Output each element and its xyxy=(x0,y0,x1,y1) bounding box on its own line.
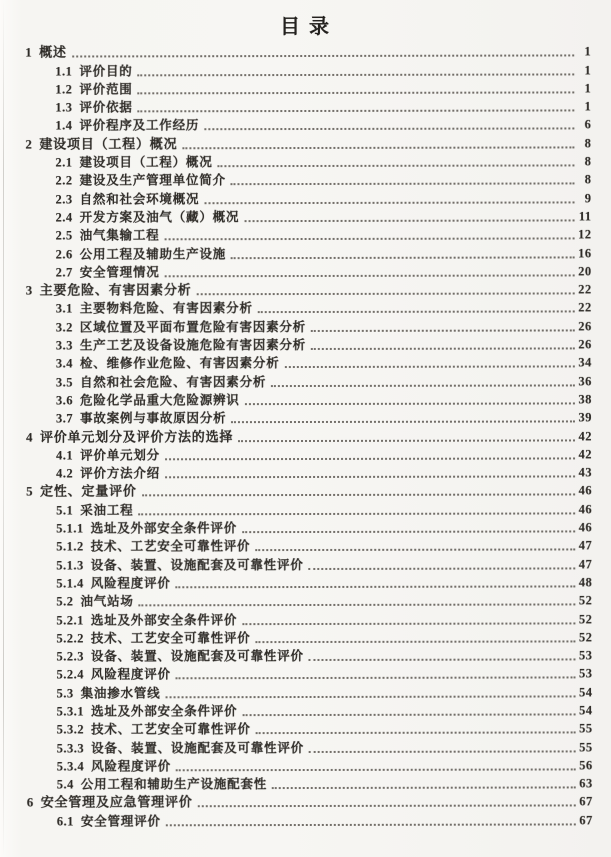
toc-entry-page-number: 1 xyxy=(584,81,592,96)
toc-entry-title: 建设项目（工程）概况 xyxy=(79,155,213,170)
toc-entry xyxy=(0,499,592,519)
toc-entry xyxy=(0,645,592,665)
toc-entry xyxy=(0,481,592,501)
dotted-leader xyxy=(311,329,575,332)
toc-entry-page-number: 46 xyxy=(578,502,593,517)
dotted-leader xyxy=(218,165,575,168)
toc-entry-number: 1.2 xyxy=(55,82,73,97)
toc-entry-page-number: 47 xyxy=(578,538,593,553)
toc-entry-number: 5.3.3 xyxy=(56,741,85,756)
dotted-leader xyxy=(309,750,576,753)
dotted-leader xyxy=(244,219,574,222)
dotted-leader xyxy=(204,201,574,204)
toc-entry-title: 检、维修作业危险、有害因素分析 xyxy=(79,356,280,371)
toc-entry-label xyxy=(56,246,226,262)
toc-entry xyxy=(0,426,592,446)
toc-entry xyxy=(0,517,592,537)
toc-entry-page-number: 39 xyxy=(578,410,592,425)
toc-entry-title: 采油工程 xyxy=(80,503,134,518)
toc-entry-label xyxy=(56,630,250,646)
toc-entry-title: 评价目的 xyxy=(79,63,133,79)
toc-entry xyxy=(0,334,592,354)
dotted-leader xyxy=(231,256,575,259)
toc-entry xyxy=(0,535,592,555)
toc-entry-page-number: 1 xyxy=(584,99,592,114)
toc-entry-title: 危险化学品重大危险源辨识 xyxy=(80,393,240,408)
toc-entry xyxy=(1,700,593,720)
toc-entry-label xyxy=(56,355,280,371)
toc-entry xyxy=(1,773,593,793)
toc-entry-title: 评价单元划分及评价方法的选择 xyxy=(39,428,234,445)
toc-entry-label xyxy=(57,813,161,829)
toc-entry-page-number: 8 xyxy=(584,172,592,187)
toc-entry-number: 5.1.1 xyxy=(56,521,84,536)
toc-entry-label xyxy=(55,63,132,79)
toc-entry xyxy=(1,810,593,830)
toc-entry-label xyxy=(56,301,253,317)
toc-entry-page-number: 48 xyxy=(578,575,593,590)
toc-entry-title: 设备、装置、设施配套及可靠性评价 xyxy=(91,740,304,756)
toc-entry-label xyxy=(56,557,303,574)
toc-entry xyxy=(0,60,591,80)
dotted-leader xyxy=(309,659,576,662)
toc-entry-page-number: 53 xyxy=(578,648,593,663)
toc-entry-label xyxy=(56,667,170,683)
toc-entry-label xyxy=(57,776,267,792)
dotted-leader xyxy=(256,640,576,643)
toc-entry-page-number: 54 xyxy=(579,685,593,700)
toc-entry-label xyxy=(56,538,250,554)
dotted-leader xyxy=(258,311,575,314)
toc-entry-title: 风险程度评价 xyxy=(91,759,172,774)
toc-list xyxy=(0,41,611,829)
dotted-leader xyxy=(139,604,576,607)
toc-entry xyxy=(0,627,592,647)
toc-entry-label xyxy=(55,154,212,170)
toc-entry-title: 评价依据 xyxy=(79,100,133,115)
dotted-leader xyxy=(165,457,575,460)
toc-entry xyxy=(0,462,592,482)
toc-entry-page-number: 22 xyxy=(578,282,592,297)
toc-entry-number: 5.4 xyxy=(56,777,74,792)
toc-entry-number: 1.3 xyxy=(55,100,73,115)
toc-entry-title: 油气集输工程 xyxy=(79,228,160,243)
toc-entry xyxy=(0,609,592,629)
toc-entry-page-number: 47 xyxy=(578,557,593,572)
toc-entry-page-number: 52 xyxy=(578,593,593,608)
toc-entry-number: 1.1 xyxy=(55,64,73,79)
toc-entry-page-number: 46 xyxy=(578,520,593,535)
toc-entry-page-number: 67 xyxy=(579,794,593,809)
toc-entry xyxy=(0,572,592,592)
toc-entry xyxy=(0,78,591,98)
toc-entry xyxy=(0,389,592,409)
toc-entry-page-number: 1 xyxy=(584,62,592,78)
toc-entry-title: 油气站场 xyxy=(80,594,134,609)
dotted-leader xyxy=(272,787,576,790)
toc-entry-title: 公用工程和辅助生产设施配套性 xyxy=(80,777,268,792)
dotted-leader xyxy=(238,439,575,442)
toc-entry xyxy=(1,792,593,812)
toc-entry-number: 2.3 xyxy=(55,192,73,207)
dotted-leader xyxy=(242,622,575,625)
dotted-leader xyxy=(165,476,575,479)
toc-entry xyxy=(0,298,592,318)
toc-entry-label xyxy=(56,594,133,610)
dotted-leader xyxy=(176,585,576,588)
toc-entry-title: 评价范围 xyxy=(79,82,133,97)
toc-entry-label xyxy=(57,703,238,719)
toc-entry-number: 5.1.3 xyxy=(56,558,84,573)
toc-entry xyxy=(1,718,593,738)
toc-entry-page-number: 16 xyxy=(578,245,592,260)
toc-entry-number: 5.1.4 xyxy=(56,576,84,591)
toc-entry xyxy=(0,279,592,299)
toc-entry-number: 5.3.1 xyxy=(56,704,85,719)
dotted-leader xyxy=(176,768,576,771)
toc-entry-label xyxy=(26,282,192,298)
toc-entry-title: 评价单元划分 xyxy=(80,448,160,463)
toc-entry xyxy=(0,41,591,61)
dotted-leader xyxy=(245,402,575,405)
toc-entry-title: 自然和社会危险、有害因素分析 xyxy=(79,374,267,390)
toc-entry-label xyxy=(57,740,304,757)
toc-entry xyxy=(0,115,591,135)
toc-entry xyxy=(0,590,592,610)
dotted-leader xyxy=(138,73,575,76)
toc-entry-label xyxy=(56,410,226,426)
toc-entry-title: 技术、工艺安全可靠性评价 xyxy=(91,722,251,737)
dotted-leader xyxy=(165,695,575,698)
dotted-leader xyxy=(138,91,575,94)
toc-entry-number: 3.6 xyxy=(55,393,74,408)
toc-entry-page-number: 55 xyxy=(579,721,593,736)
toc-entry-label xyxy=(57,685,161,701)
toc-entry-number: 5.2.4 xyxy=(56,667,85,682)
toc-entry-label xyxy=(56,319,306,336)
toc-entry-label xyxy=(55,191,199,207)
toc-entry-title: 选址及外部安全条件评价 xyxy=(90,521,238,536)
toc-entry-label xyxy=(56,575,170,591)
toc-entry-page-number: 6 xyxy=(584,117,592,132)
toc-entry-label xyxy=(56,465,160,481)
toc-entry-number: 2.6 xyxy=(55,247,73,262)
toc-entry xyxy=(0,261,592,281)
toc-entry-page-number: 9 xyxy=(584,191,592,206)
toc-entry xyxy=(1,682,593,702)
toc-entry-title: 主要物料危险、有害因素分析 xyxy=(79,301,253,316)
dotted-leader xyxy=(309,567,576,570)
toc-entry-page-number: 1 xyxy=(584,44,592,59)
toc-entry-title: 自然和社会环境概况 xyxy=(79,191,200,207)
toc-entry-title: 集油掺水管线 xyxy=(80,685,161,701)
toc-entry-title: 概述 xyxy=(39,44,67,60)
toc-entry-number: 1 xyxy=(25,44,33,60)
toc-entry-number: 3.1 xyxy=(55,301,73,316)
toc-entry-page-number: 34 xyxy=(578,355,592,370)
toc-entry xyxy=(0,407,592,427)
toc-entry-label xyxy=(56,502,133,518)
toc-entry-number: 5.3.2 xyxy=(56,722,85,737)
dotted-leader xyxy=(197,293,575,296)
toc-entry-title: 设备、装置、设施配套及可靠性评价 xyxy=(90,557,304,573)
toc-entry-page-number: 56 xyxy=(579,758,593,773)
toc-entry-page-number: 43 xyxy=(578,465,593,480)
toc-entry-label xyxy=(56,228,160,244)
toc-entry-page-number: 67 xyxy=(579,813,593,828)
toc-entry-number: 3.7 xyxy=(55,411,74,426)
toc-entry xyxy=(0,133,591,153)
toc-entry-title: 选址及外部安全条件评价 xyxy=(90,612,238,627)
toc-entry-title: 事故案例与事故原因分析 xyxy=(80,411,227,426)
toc-entry-number: 3.3 xyxy=(55,338,73,353)
dotted-leader xyxy=(138,110,575,113)
toc-entry-label xyxy=(56,520,237,536)
toc-entry-title: 技术、工艺安全可靠性评价 xyxy=(90,539,251,554)
dotted-leader xyxy=(242,530,575,533)
toc-entry-page-number: 52 xyxy=(578,630,593,645)
toc-entry-page-number: 42 xyxy=(578,428,593,443)
toc-entry-title: 风险程度评价 xyxy=(90,576,171,591)
toc-entry-title: 建设及生产管理单位简介 xyxy=(79,173,226,188)
toc-entry-number: 5.1 xyxy=(56,503,74,518)
toc-entry-label xyxy=(56,264,160,280)
toc-entry-page-number: 54 xyxy=(579,703,593,718)
dotted-leader xyxy=(176,677,576,680)
toc-entry-page-number: 26 xyxy=(578,337,592,352)
toc-entry-page-number: 8 xyxy=(584,154,592,169)
toc-entry-label xyxy=(55,100,132,116)
toc-entry-label xyxy=(27,795,193,811)
toc-entry xyxy=(1,737,593,757)
toc-entry-page-number: 46 xyxy=(578,483,593,498)
toc-entry-number: 4.1 xyxy=(56,448,74,463)
toc-entry-number: 6 xyxy=(26,795,34,811)
toc-entry-label xyxy=(25,45,67,61)
toc-entry-number: 3.4 xyxy=(55,356,73,371)
toc-entry-title: 定性、定量评价 xyxy=(40,483,137,499)
toc-entry xyxy=(0,96,591,116)
dotted-leader xyxy=(198,805,576,808)
toc-entry-number: 4.2 xyxy=(56,466,74,481)
toc-entry-page-number: 38 xyxy=(578,392,592,407)
toc-entry-number: 6.1 xyxy=(56,814,74,829)
toc-entry-number: 5.2.3 xyxy=(56,649,84,664)
toc-entry xyxy=(0,224,592,244)
toc-entry-title: 选址及外部安全条件评价 xyxy=(91,704,238,719)
toc-entry-label xyxy=(55,118,199,134)
dotted-leader xyxy=(165,238,575,241)
toc-entry-page-number: 22 xyxy=(578,300,592,315)
toc-entry-title: 安全管理及应急管理评价 xyxy=(40,794,193,811)
toc-entry xyxy=(0,243,592,263)
dotted-leader xyxy=(242,713,575,716)
dotted-leader xyxy=(138,512,575,515)
dotted-leader xyxy=(231,421,575,424)
dotted-leader xyxy=(311,347,575,350)
toc-entry-title: 生产工艺及设备设施危险有害因素分析 xyxy=(79,338,307,353)
toc-entry-number: 3 xyxy=(25,282,33,298)
toc-entry-label xyxy=(56,337,306,354)
dotted-leader xyxy=(255,549,575,552)
toc-entry xyxy=(0,206,592,226)
toc-entry-label xyxy=(56,392,240,408)
toc-entry-number: 2.7 xyxy=(55,265,73,280)
dotted-leader xyxy=(231,183,575,186)
toc-entry-label xyxy=(56,209,240,225)
dotted-leader xyxy=(142,494,575,497)
toc-entry-title: 建设项目（工程）概况 xyxy=(39,136,178,152)
toc-entry xyxy=(0,188,592,208)
toc-entry-number: 3.5 xyxy=(55,375,74,390)
dotted-leader xyxy=(204,128,574,131)
toc-entry-page-number: 12 xyxy=(578,227,592,242)
toc-entry-number: 5.2.2 xyxy=(56,631,84,646)
toc-entry-title: 公用工程及辅助生产设施 xyxy=(79,246,227,262)
toc-entry-number: 2.2 xyxy=(55,173,73,188)
dotted-leader xyxy=(284,366,574,369)
toc-entry-title: 安全管理情况 xyxy=(79,265,160,280)
toc-entry-page-number: 55 xyxy=(579,739,593,755)
toc-entry-label xyxy=(56,374,266,390)
toc-entry-label xyxy=(26,484,137,500)
toc-entry xyxy=(0,151,591,171)
toc-entry-label xyxy=(56,612,237,628)
toc-entry-title: 技术、工艺安全可靠性评价 xyxy=(90,630,251,646)
toc-entry xyxy=(0,554,592,574)
toc-entry-page-number: 20 xyxy=(578,264,592,279)
toc-entry-number: 2 xyxy=(25,136,33,152)
toc-entry xyxy=(0,316,592,336)
toc-entry-number: 5 xyxy=(26,483,34,500)
toc-entry-page-number: 63 xyxy=(579,776,593,791)
dotted-leader xyxy=(256,732,576,735)
toc-entry-title: 开发方案及油气（藏）概况 xyxy=(79,210,240,225)
toc-entry-title: 风险程度评价 xyxy=(90,667,171,682)
toc-entry-label xyxy=(57,721,251,737)
toc-entry-page-number: 8 xyxy=(584,136,592,151)
toc-entry-label xyxy=(57,758,171,774)
dotted-leader xyxy=(271,384,575,387)
toc-entry xyxy=(0,169,591,189)
dotted-leader xyxy=(72,55,574,58)
toc-entry-number: 3.2 xyxy=(55,320,73,335)
toc-entry-number: 5.3 xyxy=(56,686,74,701)
toc-entry xyxy=(0,371,592,391)
toc-entry-number: 5.2 xyxy=(56,594,74,609)
toc-entry xyxy=(1,755,593,775)
toc-entry-label xyxy=(55,173,225,189)
toc-entry-title: 安全管理评价 xyxy=(80,814,161,829)
toc-entry xyxy=(0,663,592,683)
toc-entry-title: 区域位置及平面布置危险有害因素分析 xyxy=(79,319,307,335)
toc-entry-page-number: 36 xyxy=(578,374,592,389)
toc-entry-title: 评价方法介绍 xyxy=(80,466,161,481)
toc-entry-page-number: 26 xyxy=(578,319,592,334)
toc-entry-label xyxy=(25,136,177,152)
toc-entry-number: 1.4 xyxy=(55,118,73,134)
toc-entry-title: 设备、装置、设施配套及可靠性评价 xyxy=(90,649,304,664)
toc-entry-label xyxy=(56,447,160,463)
toc-entry-page-number: 53 xyxy=(578,666,593,681)
toc-entry-number: 5.2.1 xyxy=(56,612,84,628)
toc-entry-label xyxy=(26,429,233,445)
toc-entry-page-number: 42 xyxy=(578,447,593,462)
toc-entry-number: 2.1 xyxy=(55,155,73,170)
toc-entry-page-number: 52 xyxy=(578,611,593,626)
toc-entry-number: 5.1.2 xyxy=(56,539,84,554)
toc-entry-title: 评价程序及工作经历 xyxy=(79,118,200,133)
toc-entry-title: 主要危险、有害因素分析 xyxy=(39,282,192,298)
dotted-leader xyxy=(165,274,575,277)
dotted-leader xyxy=(166,823,576,826)
toc-entry-number: 2.4 xyxy=(55,210,73,225)
page-title: 目 录 xyxy=(280,16,331,38)
toc-entry-number: 2.5 xyxy=(55,228,73,243)
toc-entry-label xyxy=(55,81,132,97)
toc-entry-number: 4 xyxy=(25,429,34,445)
dotted-leader xyxy=(182,146,574,149)
toc-entry-label xyxy=(56,648,303,665)
toc-entry-page-number: 11 xyxy=(578,209,592,224)
toc-entry xyxy=(0,352,592,372)
toc-entry-number: 5.3.4 xyxy=(56,759,85,774)
toc-entry xyxy=(0,444,592,464)
